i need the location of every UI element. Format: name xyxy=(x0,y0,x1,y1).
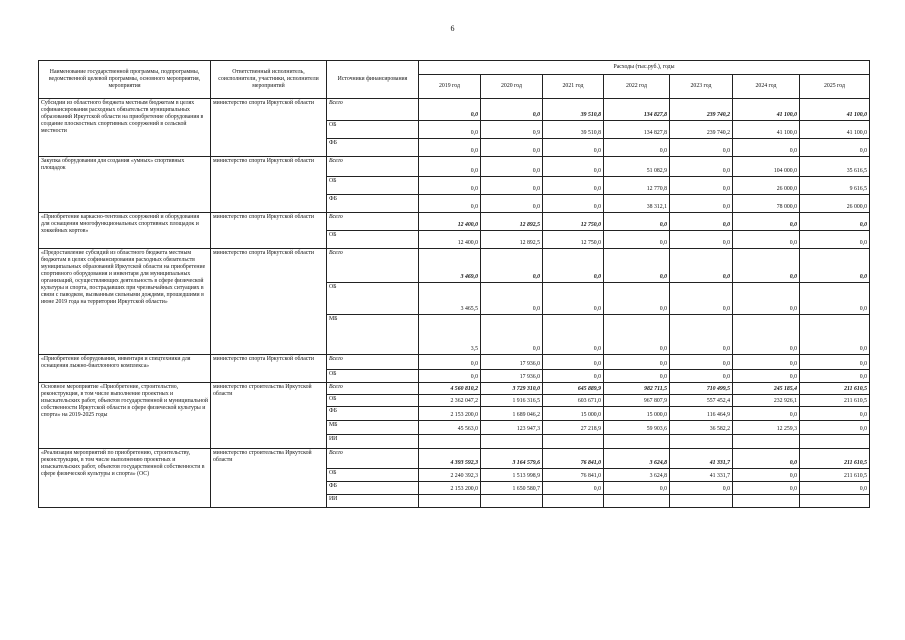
funding-source: Всего xyxy=(327,449,419,469)
amount-cell: 12 400,0 xyxy=(419,213,481,231)
amount-cell: 0,0 xyxy=(419,121,481,139)
table-row xyxy=(39,157,870,177)
amount-cell: 78 000,0 xyxy=(733,195,800,213)
amount-cell: 17 936,0 xyxy=(481,355,543,370)
table-row xyxy=(39,355,870,370)
responsible-executor: министерство спорта Иркутской области xyxy=(211,249,327,355)
measure-name: Субсидии из областного бюджета местным бюджетам в целях софинансирования расходных обязательств муниципальных образований Иркутской области на приобретение оборудования в создание плоскостных спортивных сооружений в сельской местности xyxy=(39,99,211,157)
amount-cell: 39 510,8 xyxy=(543,121,604,139)
funding-source: МБ xyxy=(327,421,419,435)
funding-source: ИИ xyxy=(327,495,419,508)
amount-cell: 41 100,0 xyxy=(800,99,870,121)
funding-source: Всего xyxy=(327,213,419,231)
funding-source: Всего xyxy=(327,157,419,177)
amount-cell: 0,0 xyxy=(800,283,870,315)
measure-name: «Приобретение оборудования, инвентаря и спецтехники для оснащения лыжно-биатлонного комплекса» xyxy=(39,355,211,383)
funding-source: ОБ xyxy=(327,370,419,383)
amount-cell: 710 499,5 xyxy=(670,383,733,395)
amount-cell: 134 827,8 xyxy=(604,121,670,139)
amount-cell: 0,0 xyxy=(733,139,800,157)
amount-cell: 0,0 xyxy=(733,355,800,370)
amount-cell: 0,0 xyxy=(733,449,800,469)
amount-cell: 17 936,0 xyxy=(481,370,543,383)
amount-cell: 0,0 xyxy=(543,370,604,383)
amount-cell: 0,0 xyxy=(733,370,800,383)
table-row xyxy=(39,99,870,121)
amount-cell: 41 100,0 xyxy=(733,99,800,121)
header-expenditures: Расходы (тыс.руб.), годы xyxy=(419,61,870,75)
funding-source: ОБ xyxy=(327,395,419,407)
amount-cell: 0,0 xyxy=(670,370,733,383)
responsible-executor: министерство строительства Иркутской области xyxy=(211,383,327,449)
funding-source: ФБ xyxy=(327,139,419,157)
amount-cell xyxy=(543,435,604,449)
responsible-executor: министерство строительства Иркутской области xyxy=(211,449,327,508)
amount-cell: 3 164 579,6 xyxy=(481,449,543,469)
amount-cell: 0,0 xyxy=(604,355,670,370)
funding-source: ОБ xyxy=(327,283,419,315)
amount-cell: 211 610,5 xyxy=(800,469,870,482)
amount-cell: 26 000,0 xyxy=(733,177,800,195)
amount-cell: 2 153 200,0 xyxy=(419,407,481,421)
amount-cell: 0,0 xyxy=(733,231,800,249)
amount-cell: 0,0 xyxy=(604,315,670,355)
amount-cell xyxy=(604,495,670,508)
amount-cell: 3,5 xyxy=(419,315,481,355)
amount-cell xyxy=(419,435,481,449)
amount-cell: 0,0 xyxy=(604,482,670,495)
amount-cell xyxy=(733,435,800,449)
amount-cell: 0,0 xyxy=(800,139,870,157)
measure-name: Основное мероприятие «Приобретение, строительство, реконструкция, в том числе выполнение проектных и изыскательских работ, объектов государственной и муниципальной собственности Иркутской области в сфере физической культуры и спорта» на 2019-2025 годы xyxy=(39,383,211,449)
amount-cell: 0,0 xyxy=(800,482,870,495)
amount-cell: 0,0 xyxy=(604,139,670,157)
amount-cell: 0,0 xyxy=(604,231,670,249)
table-row xyxy=(39,249,870,283)
amount-cell: 0,0 xyxy=(670,195,733,213)
amount-cell: 0,0 xyxy=(670,482,733,495)
funding-source: ФБ xyxy=(327,407,419,421)
amount-cell: 0,0 xyxy=(670,231,733,249)
amount-cell: 645 889,9 xyxy=(543,383,604,395)
amount-cell: 0,0 xyxy=(543,139,604,157)
amount-cell: 0,0 xyxy=(733,407,800,421)
amount-cell: 239 740,2 xyxy=(670,99,733,121)
amount-cell: 982 711,5 xyxy=(604,383,670,395)
header-name: Наименование государственной программы, подпрограммы, ведомственной целевой программы, основного мероприятия, мероприятия xyxy=(39,61,211,99)
amount-cell: 51 082,9 xyxy=(604,157,670,177)
amount-cell: 3 624,8 xyxy=(604,449,670,469)
amount-cell: 123 947,3 xyxy=(481,421,543,435)
funding-source: Всего xyxy=(327,99,419,121)
amount-cell: 0,0 xyxy=(733,213,800,231)
amount-cell: 0,0 xyxy=(419,99,481,121)
amount-cell: 0,0 xyxy=(670,139,733,157)
amount-cell: 0,0 xyxy=(800,355,870,370)
amount-cell: 12 750,0 xyxy=(543,213,604,231)
amount-cell: 0,0 xyxy=(543,283,604,315)
header-year: 2025 год xyxy=(800,75,870,99)
amount-cell: 0,0 xyxy=(419,370,481,383)
amount-cell: 0,0 xyxy=(670,355,733,370)
responsible-executor: министерство спорта Иркутской области xyxy=(211,157,327,213)
amount-cell: 0,0 xyxy=(419,139,481,157)
amount-cell: 15 000,0 xyxy=(543,407,604,421)
header-source: Источники финансирования xyxy=(327,61,419,99)
amount-cell: 0,0 xyxy=(800,213,870,231)
amount-cell: 0,0 xyxy=(543,195,604,213)
header-year: 2023 год xyxy=(670,75,733,99)
amount-cell: 1 916 316,5 xyxy=(481,395,543,407)
amount-cell: 76 841,0 xyxy=(543,469,604,482)
header-year: 2024 год xyxy=(733,75,800,99)
measure-name: «Предоставление субсидий из областного бюджета местным бюджетам в целях софинансирования расходных обязательств муниципальных образований Иркутской области на приобретение спортивного оборудования и инвентаря для муниципальных организаций, осуществляющих деятельность в сфере физической культуры и спорта, пострадавших при чрезвычайных ситуациях в связи с паводком, вызванным сильными дождями, прошедшими в июне 2019 года на территории Иркутской области» xyxy=(39,249,211,355)
amount-cell: 35 616,5 xyxy=(800,157,870,177)
responsible-executor: министерство спорта Иркутской области xyxy=(211,213,327,249)
amount-cell xyxy=(481,495,543,508)
header-year: 2019 год xyxy=(419,75,481,99)
amount-cell: 9 616,5 xyxy=(800,177,870,195)
amount-cell: 38 312,1 xyxy=(604,195,670,213)
amount-cell xyxy=(670,495,733,508)
measure-name: «Приобретение каркасно-тентовых сооружений и оборудования для оснащения многофункциональных спортивных площадок и хоккейных кортов» xyxy=(39,213,211,249)
amount-cell: 76 841,0 xyxy=(543,449,604,469)
amount-cell: 41 331,7 xyxy=(670,449,733,469)
amount-cell: 967 807,9 xyxy=(604,395,670,407)
table-body xyxy=(39,99,870,508)
amount-cell: 0,0 xyxy=(733,315,800,355)
measure-name: Закупка оборудования для создания «умных» спортивных площадок xyxy=(39,157,211,213)
amount-cell: 0,0 xyxy=(670,157,733,177)
amount-cell: 0,0 xyxy=(670,283,733,315)
responsible-executor: министерство спорта Иркутской области xyxy=(211,355,327,383)
amount-cell: 0,0 xyxy=(419,355,481,370)
expenditure-table xyxy=(38,60,870,508)
amount-cell: 12 892,5 xyxy=(481,213,543,231)
amount-cell: 0,0 xyxy=(543,249,604,283)
amount-cell: 0,0 xyxy=(800,231,870,249)
amount-cell: 0,0 xyxy=(481,315,543,355)
amount-cell xyxy=(733,495,800,508)
amount-cell: 0,0 xyxy=(481,99,543,121)
header-year: 2020 год xyxy=(481,75,543,99)
amount-cell: 0,0 xyxy=(670,315,733,355)
funding-source: Всего xyxy=(327,355,419,370)
amount-cell: 3 465,5 xyxy=(419,283,481,315)
amount-cell: 0,0 xyxy=(604,249,670,283)
amount-cell: 0,0 xyxy=(670,177,733,195)
amount-cell: 0,0 xyxy=(419,195,481,213)
funding-source: ОБ xyxy=(327,231,419,249)
amount-cell: 0,0 xyxy=(800,315,870,355)
amount-cell: 12 892,5 xyxy=(481,231,543,249)
header-year: 2022 год xyxy=(604,75,670,99)
amount-cell: 0,0 xyxy=(419,177,481,195)
amount-cell: 59 903,6 xyxy=(604,421,670,435)
amount-cell: 603 671,0 xyxy=(543,395,604,407)
amount-cell: 3 469,0 xyxy=(419,249,481,283)
amount-cell: 12 750,0 xyxy=(543,231,604,249)
amount-cell: 557 452,4 xyxy=(670,395,733,407)
amount-cell: 2 362 047,2 xyxy=(419,395,481,407)
amount-cell: 0,0 xyxy=(604,213,670,231)
amount-cell: 0,0 xyxy=(543,157,604,177)
amount-cell: 239 740,2 xyxy=(670,121,733,139)
amount-cell: 15 000,0 xyxy=(604,407,670,421)
amount-cell: 1 650 580,7 xyxy=(481,482,543,495)
amount-cell: 0,0 xyxy=(543,315,604,355)
amount-cell: 39 510,8 xyxy=(543,99,604,121)
amount-cell: 3 729 310,0 xyxy=(481,383,543,395)
table-row xyxy=(39,383,870,395)
amount-cell: 0,0 xyxy=(604,283,670,315)
amount-cell xyxy=(543,495,604,508)
funding-source: ОБ xyxy=(327,177,419,195)
amount-cell xyxy=(800,495,870,508)
amount-cell: 0,0 xyxy=(481,177,543,195)
amount-cell: 2 153 200,0 xyxy=(419,482,481,495)
amount-cell: 211 610,5 xyxy=(800,395,870,407)
amount-cell: 0,0 xyxy=(800,421,870,435)
amount-cell: 0,0 xyxy=(481,283,543,315)
amount-cell: 0,0 xyxy=(670,213,733,231)
amount-cell: 4 560 810,2 xyxy=(419,383,481,395)
amount-cell: 0,0 xyxy=(800,249,870,283)
amount-cell: 0,0 xyxy=(481,139,543,157)
amount-cell: 245 185,4 xyxy=(733,383,800,395)
measure-name: «Реализация мероприятий по приобретению, строительству, реконструкции, в том числе выполнению проектных и изыскательских работ, объектов государственной собственности в сфере физической культуры и спорта» (ОС) xyxy=(39,449,211,508)
amount-cell: 0,0 xyxy=(733,249,800,283)
amount-cell: 12 770,8 xyxy=(604,177,670,195)
amount-cell: 211 610,5 xyxy=(800,383,870,395)
amount-cell: 41 100,0 xyxy=(800,121,870,139)
amount-cell: 1 689 046,2 xyxy=(481,407,543,421)
amount-cell: 0,0 xyxy=(543,177,604,195)
responsible-executor: министерство спорта Иркутской области xyxy=(211,99,327,157)
amount-cell: 0,0 xyxy=(481,195,543,213)
amount-cell: 0,0 xyxy=(733,482,800,495)
page-number: 6 xyxy=(450,24,455,33)
amount-cell: 116 464,9 xyxy=(670,407,733,421)
amount-cell: 4 393 592,3 xyxy=(419,449,481,469)
amount-cell: 36 582,2 xyxy=(670,421,733,435)
amount-cell: 0,0 xyxy=(800,370,870,383)
amount-cell: 45 563,0 xyxy=(419,421,481,435)
funding-source: ФБ xyxy=(327,482,419,495)
amount-cell: 0,9 xyxy=(481,121,543,139)
amount-cell: 232 926,1 xyxy=(733,395,800,407)
amount-cell xyxy=(481,435,543,449)
amount-cell: 0,0 xyxy=(481,157,543,177)
funding-source: ОБ xyxy=(327,469,419,482)
table-row xyxy=(39,213,870,231)
amount-cell xyxy=(419,495,481,508)
amount-cell: 1 513 998,9 xyxy=(481,469,543,482)
amount-cell: 0,0 xyxy=(800,407,870,421)
amount-cell: 211 610,5 xyxy=(800,449,870,469)
amount-cell: 26 000,0 xyxy=(800,195,870,213)
funding-source: Всего xyxy=(327,383,419,395)
funding-source: МБ xyxy=(327,315,419,355)
amount-cell: 41 331,7 xyxy=(670,469,733,482)
amount-cell: 0,0 xyxy=(670,249,733,283)
header-year: 2021 год xyxy=(543,75,604,99)
amount-cell: 0,0 xyxy=(733,469,800,482)
funding-source: ИИ xyxy=(327,435,419,449)
amount-cell: 2 240 392,3 xyxy=(419,469,481,482)
amount-cell: 0,0 xyxy=(419,157,481,177)
amount-cell: 12 259,3 xyxy=(733,421,800,435)
funding-source: Всего xyxy=(327,249,419,283)
amount-cell: 41 100,0 xyxy=(733,121,800,139)
amount-cell: 104 000,0 xyxy=(733,157,800,177)
amount-cell: 0,0 xyxy=(543,355,604,370)
amount-cell xyxy=(604,435,670,449)
amount-cell: 3 624,8 xyxy=(604,469,670,482)
amount-cell: 0,0 xyxy=(604,370,670,383)
amount-cell: 27 218,9 xyxy=(543,421,604,435)
amount-cell: 134 827,8 xyxy=(604,99,670,121)
amount-cell: 0,0 xyxy=(543,482,604,495)
funding-source: ФБ xyxy=(327,195,419,213)
amount-cell xyxy=(670,435,733,449)
table-row xyxy=(39,449,870,469)
amount-cell: 0,0 xyxy=(733,283,800,315)
amount-cell: 12 400,0 xyxy=(419,231,481,249)
amount-cell: 0,0 xyxy=(481,249,543,283)
header-executor: Ответственный исполнитель, соисполнители, участники, исполнители мероприятий xyxy=(211,61,327,99)
funding-source: ОБ xyxy=(327,121,419,139)
amount-cell xyxy=(800,435,870,449)
